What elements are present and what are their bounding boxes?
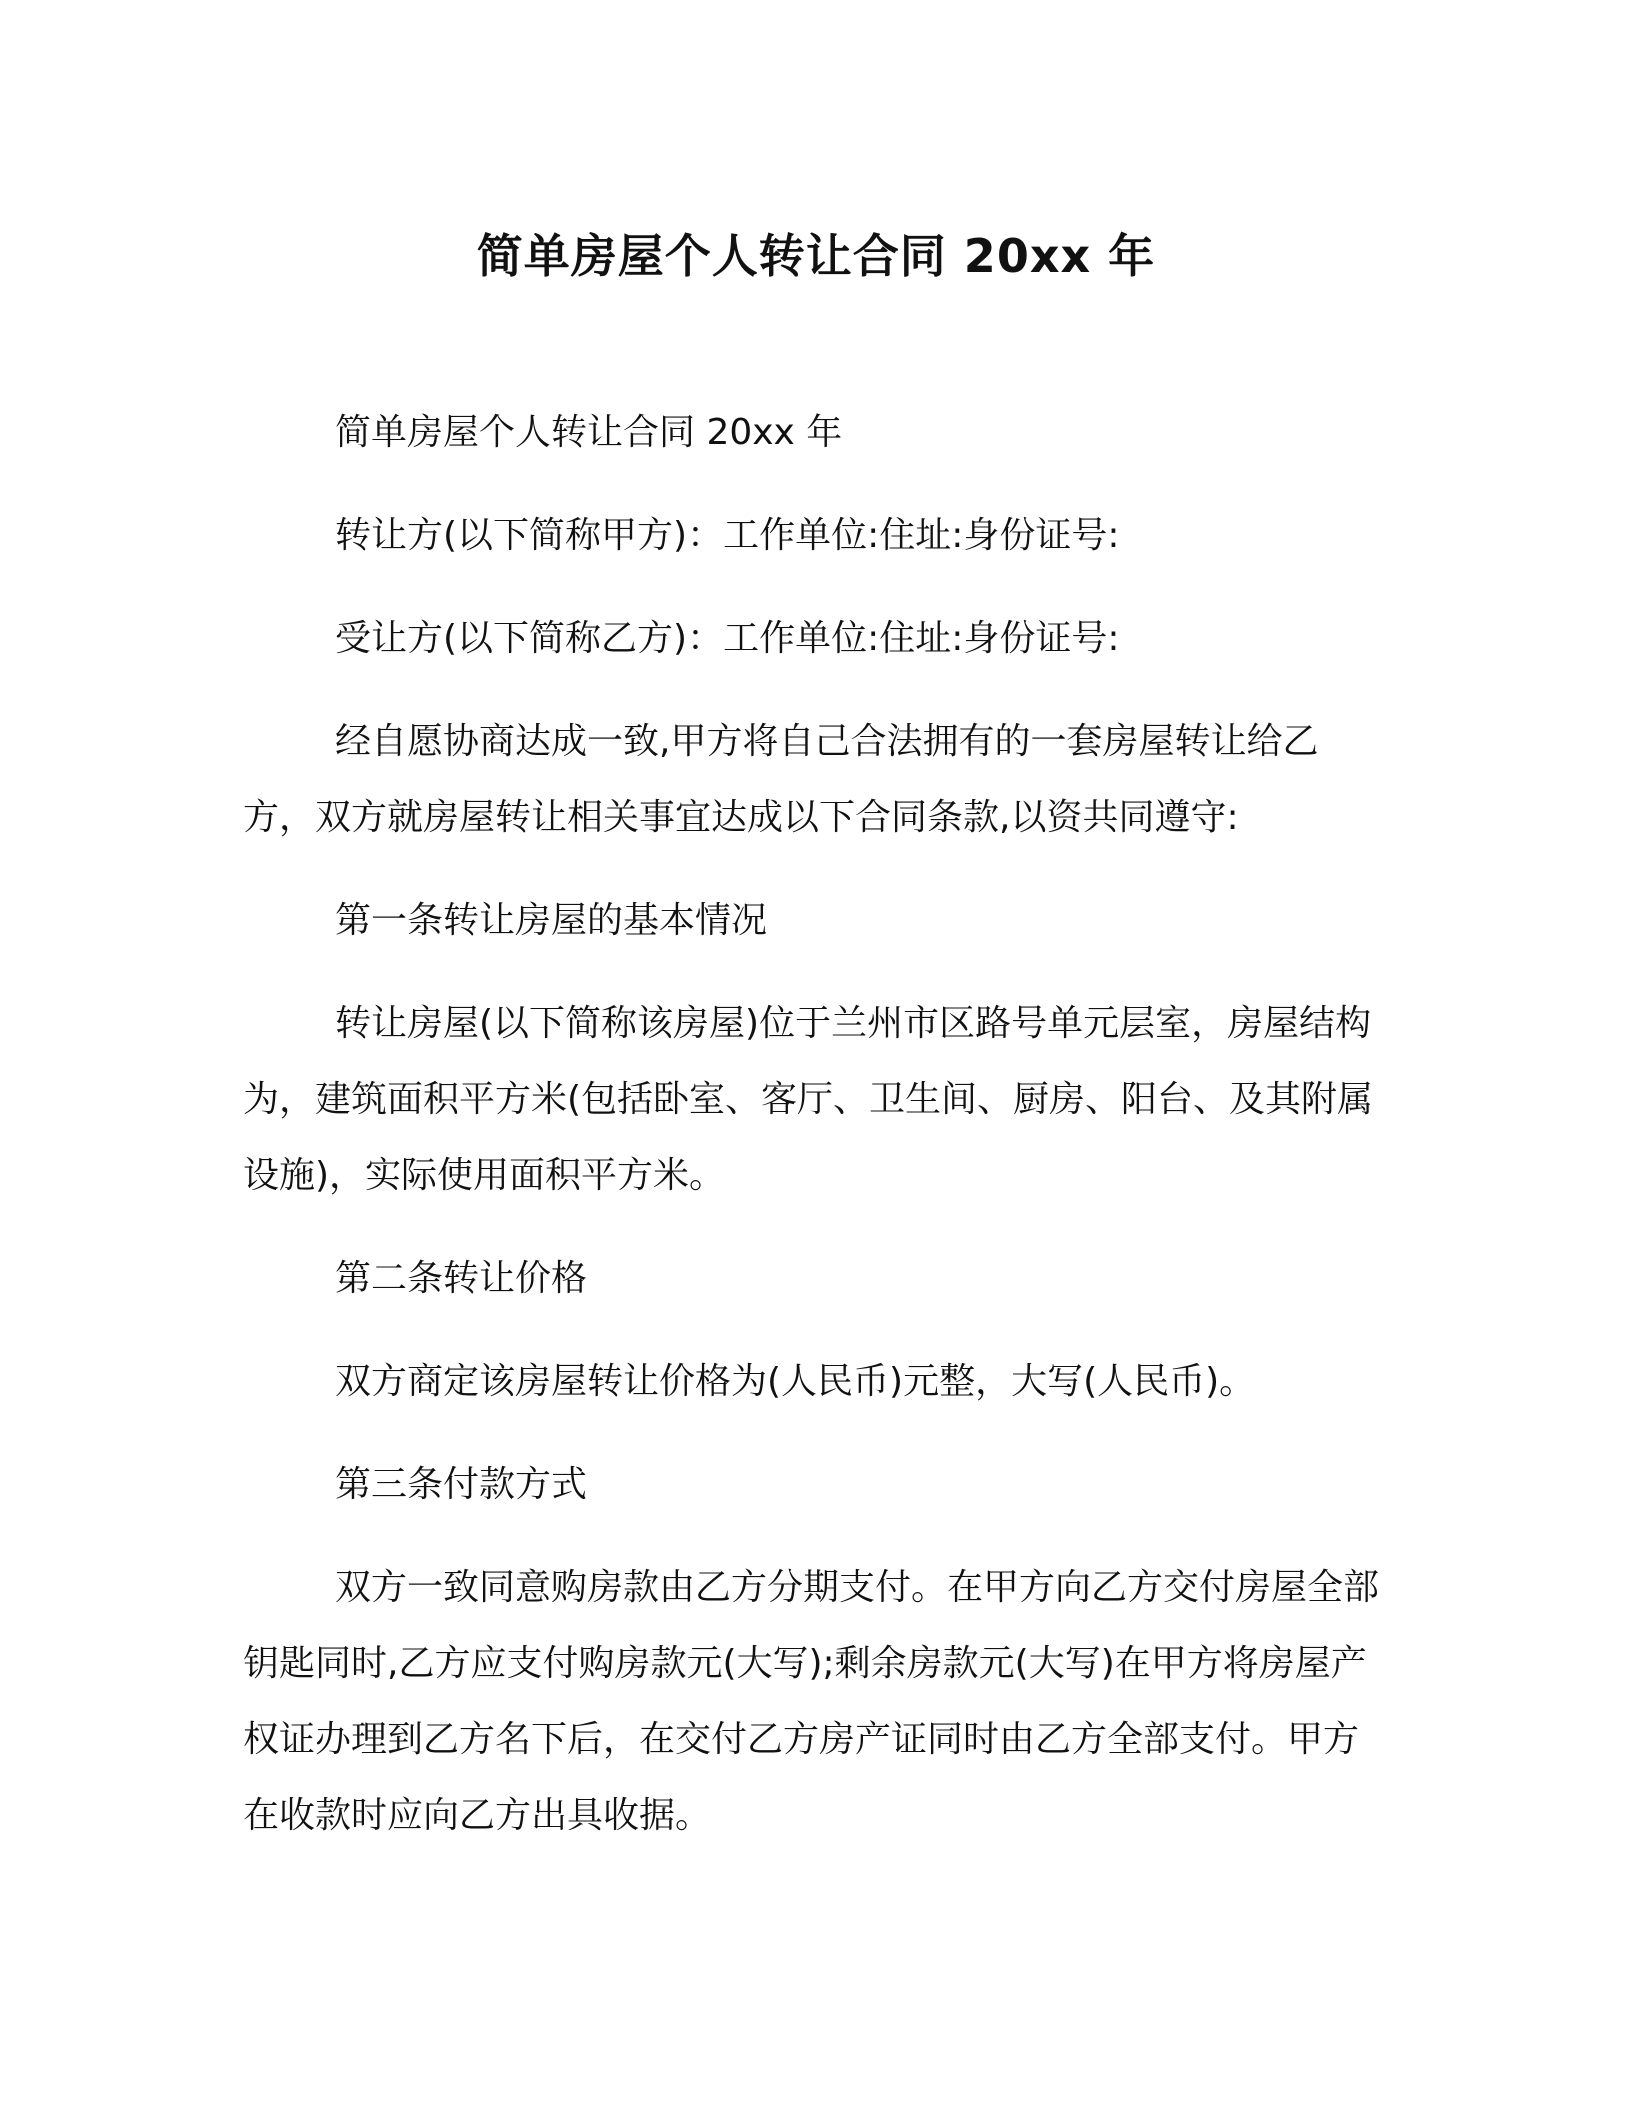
paragraph-price: 双方商定该房屋转让价格为(人民币)元整，大写(人民币)。 bbox=[335, 1361, 1256, 1402]
paragraph-payment: 双方一致同意购房款由乙方分期支付。在甲方向乙方交付房屋全部钥匙同时,乙方应支付购房款元(大写);剩余房款元(大写)在甲方将房屋产权证办理到乙方名下后，在交付乙方房产证同时由乙方全部支付。甲方在收款时应向乙方出具收据。 bbox=[243, 1567, 1380, 1836]
paragraph-preamble: 经自愿协商达成一致,甲方将自己合法拥有的一套房屋转让给乙方，双方就房屋转让相关事宜达成以下合同条款,以资共同遵守: bbox=[243, 721, 1319, 838]
section-heading-1: 第一条转让房屋的基本情况 bbox=[335, 900, 768, 941]
document-body bbox=[243, 395, 1383, 1881]
paragraph-transferor: 转让方(以下简称甲方)：工作单位:住址:身份证号: bbox=[335, 515, 1120, 556]
document-title: 简单房屋个人转让合同 20xx 年 bbox=[476, 229, 1156, 283]
paragraph-house-details: 转让房屋(以下简称该房屋)位于兰州市区路号单元层室，房屋结构为，建筑面积平方米(包括卧室、客厅、卫生间、厨房、阳台、及其附属设施)，实际使用面积平方米。 bbox=[243, 1003, 1374, 1196]
paragraph-transferee: 受让方(以下简称乙方)：工作单位:住址:身份证号: bbox=[335, 618, 1120, 659]
paragraph-subtitle: 简单房屋个人转让合同 20xx 年 bbox=[335, 412, 843, 453]
section-heading-2: 第二条转让价格 bbox=[335, 1258, 588, 1299]
section-heading-3: 第三条付款方式 bbox=[335, 1464, 588, 1505]
